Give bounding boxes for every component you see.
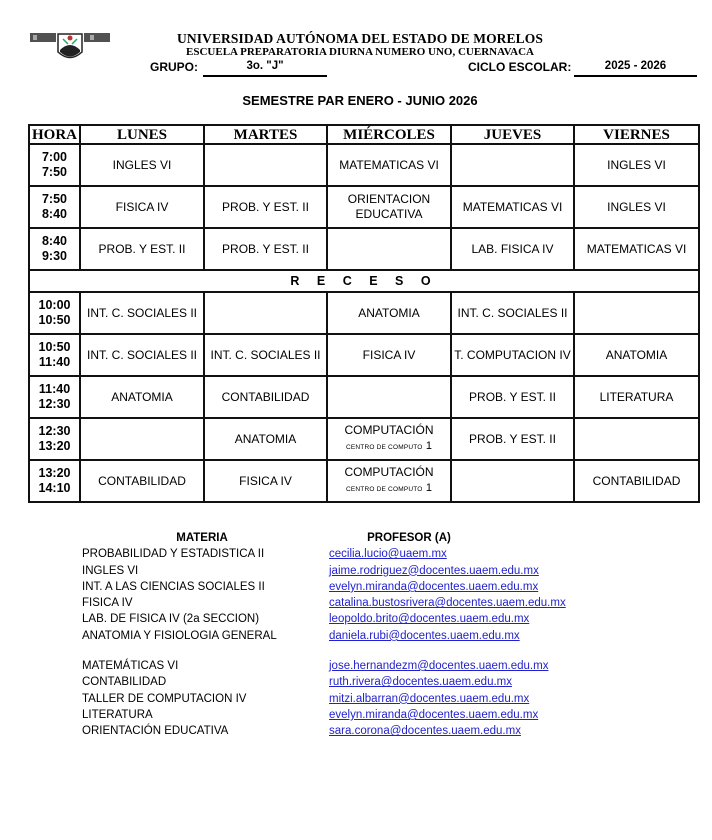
class-cell bbox=[327, 460, 451, 502]
class-cell: INGLES VI bbox=[574, 186, 699, 228]
class-cell bbox=[327, 418, 451, 460]
class-cell: ANATOMIA bbox=[574, 334, 699, 376]
class-cell: INT. C. SOCIALES II bbox=[451, 292, 574, 334]
computo-room: CENTRO DE COMPUTO bbox=[345, 486, 423, 493]
subject-item: TALLER DE COMPUTACION IV bbox=[82, 692, 247, 705]
time-cell bbox=[29, 292, 80, 334]
time-cell bbox=[29, 376, 80, 418]
time-end: 7:50 bbox=[41, 165, 68, 179]
time-cell bbox=[29, 418, 80, 460]
class-cell bbox=[204, 292, 327, 334]
class-cell: ANATOMIA bbox=[204, 418, 327, 460]
teacher-email-link[interactable]: cecilia.lucio@uaem.mx bbox=[329, 548, 447, 561]
table-row bbox=[29, 228, 699, 270]
university-name: UNIVERSIDAD AUTÓNOMA DEL ESTADO DE MORELOS bbox=[177, 31, 543, 46]
class-cell: FISICA IV bbox=[327, 334, 451, 376]
class-cell: PROB. Y EST. II bbox=[451, 376, 574, 418]
subject-item: FISICA IV bbox=[82, 597, 133, 610]
time-start: 8:40 bbox=[41, 234, 68, 248]
teacher-email-link[interactable]: leopoldo.brito@docentes.uaem.edu.mx bbox=[329, 613, 530, 626]
teacher-email-link[interactable]: catalina.bustosrivera@docentes.uaem.edu.mx bbox=[329, 597, 566, 610]
time-cell bbox=[29, 228, 80, 270]
subject-item: ANATOMIA Y FISIOLOGIA GENERAL bbox=[82, 629, 277, 642]
time-start: 7:00 bbox=[41, 150, 68, 164]
table-row bbox=[29, 186, 699, 228]
subject-item: LITERATURA bbox=[82, 708, 153, 721]
class-cell bbox=[451, 144, 574, 186]
table-row bbox=[29, 144, 699, 186]
column-header-miercoles: MIÉRCOLES bbox=[327, 125, 451, 144]
time-end: 9:30 bbox=[41, 249, 68, 263]
column-header-jueves: JUEVES bbox=[451, 125, 574, 144]
teacher-email-link[interactable]: evelyn.miranda@docentes.uaem.edu.mx bbox=[329, 708, 539, 721]
time-start: 7:50 bbox=[41, 192, 68, 206]
time-end: 11:40 bbox=[38, 355, 71, 369]
semester-title: SEMESTRE PAR ENERO - JUNIO 2026 bbox=[242, 93, 478, 108]
class-cell bbox=[80, 418, 204, 460]
time-cell bbox=[29, 144, 80, 186]
time-start: 10:00 bbox=[38, 298, 71, 312]
column-header-hora: HORA bbox=[29, 125, 80, 144]
time-end: 12:30 bbox=[38, 397, 71, 411]
subject-list bbox=[82, 530, 322, 740]
column-header-martes: MARTES bbox=[204, 125, 327, 144]
class-cell: INT. C. SOCIALES II bbox=[204, 334, 327, 376]
school-name: ESCUELA PREPARATORIA DIURNA NUMERO UNO, CUERNAVACA bbox=[186, 46, 534, 58]
class-cell: MATEMATICAS VI bbox=[451, 186, 574, 228]
subject-item: CONTABILIDAD bbox=[82, 676, 167, 689]
class-cell: PROB. Y EST. II bbox=[451, 418, 574, 460]
class-cell: LAB. FISICA IV bbox=[451, 228, 574, 270]
class-cell: FISICA IV bbox=[204, 460, 327, 502]
time-cell bbox=[29, 334, 80, 376]
table-row bbox=[29, 460, 699, 502]
table-row bbox=[29, 418, 699, 460]
class-cell bbox=[327, 186, 451, 228]
subject-item: INT. A LAS CIENCIAS SOCIALES II bbox=[82, 580, 265, 593]
column-header-lunes: LUNES bbox=[80, 125, 204, 144]
time-start: 11:40 bbox=[38, 382, 71, 396]
class-cell bbox=[327, 376, 451, 418]
class-cell bbox=[327, 228, 451, 270]
class-cell: ANATOMIA bbox=[80, 376, 204, 418]
subject-item: PROBABILIDAD Y ESTADISTICA II bbox=[82, 548, 265, 561]
class-line-2: EDUCATIVA bbox=[355, 207, 423, 221]
class-cell: LITERATURA bbox=[574, 376, 699, 418]
class-cell: INT. C. SOCIALES II bbox=[80, 292, 204, 334]
subject-item: INGLES VI bbox=[82, 564, 139, 577]
table-row bbox=[29, 292, 699, 334]
time-end: 8:40 bbox=[41, 207, 68, 221]
time-start: 10:50 bbox=[38, 340, 71, 354]
university-crest-icon bbox=[30, 30, 110, 64]
time-cell bbox=[29, 186, 80, 228]
class-cell: INT. C. SOCIALES II bbox=[80, 334, 204, 376]
time-cell bbox=[29, 460, 80, 502]
recess-row bbox=[29, 270, 699, 292]
teacher-email-link[interactable]: ruth.rivera@docentes.uaem.edu.mx bbox=[329, 676, 512, 689]
cycle-value: 2025 - 2026 bbox=[574, 60, 697, 77]
group-value: 3o. "J" bbox=[203, 60, 327, 77]
class-cell bbox=[574, 418, 699, 460]
time-start: 13:20 bbox=[38, 466, 71, 480]
cycle-label: CICLO ESCOLAR: bbox=[468, 60, 572, 74]
class-cell: MATEMATICAS VI bbox=[327, 144, 451, 186]
class-cell: CONTABILIDAD bbox=[80, 460, 204, 502]
time-end: 13:20 bbox=[38, 439, 71, 453]
class-cell: CONTABILIDAD bbox=[574, 460, 699, 502]
schedule-header-row bbox=[29, 125, 699, 144]
column-header-viernes: VIERNES bbox=[574, 125, 699, 144]
class-cell: CONTABILIDAD bbox=[204, 376, 327, 418]
teacher-list bbox=[329, 530, 629, 740]
teacher-email-link[interactable]: daniela.rubi@docentes.uaem.edu.mx bbox=[329, 629, 520, 642]
computo-room: CENTRO DE COMPUTO bbox=[345, 444, 423, 451]
schedule-table bbox=[28, 124, 700, 503]
class-line-1: ORIENTACION bbox=[347, 192, 431, 206]
class-line-1: COMPUTACIÓN bbox=[344, 423, 434, 437]
class-cell: INGLES VI bbox=[574, 144, 699, 186]
teacher-email-link[interactable]: mitzi.albarran@docentes.uaem.edu.mx bbox=[329, 692, 530, 705]
teacher-email-link[interactable]: jose.hernandezm@docentes.uaem.edu.mx bbox=[329, 660, 549, 673]
time-start: 12:30 bbox=[38, 424, 71, 438]
teacher-list-title: PROFESOR (A) bbox=[367, 532, 451, 544]
computo-room-number: 1 bbox=[425, 440, 433, 452]
computo-room-number: 1 bbox=[425, 482, 433, 494]
table-row bbox=[29, 376, 699, 418]
group-label: GRUPO: bbox=[150, 60, 198, 74]
teacher-email-link[interactable]: jaime.rodriguez@docentes.uaem.edu.mx bbox=[329, 564, 539, 577]
subject-item: MATEMÁTICAS VI bbox=[82, 660, 179, 673]
class-cell bbox=[574, 292, 699, 334]
subject-list-title: MATERIA bbox=[176, 532, 228, 544]
class-cell: FISICA IV bbox=[80, 186, 204, 228]
subject-item: LAB. DE FISICA IV (2a SECCION) bbox=[82, 613, 260, 626]
teacher-email-link[interactable]: evelyn.miranda@docentes.uaem.edu.mx bbox=[329, 580, 539, 593]
class-cell: INGLES VI bbox=[80, 144, 204, 186]
class-cell: PROB. Y EST. II bbox=[80, 228, 204, 270]
class-cell: MATEMATICAS VI bbox=[574, 228, 699, 270]
class-cell bbox=[451, 460, 574, 502]
class-cell bbox=[204, 144, 327, 186]
table-row bbox=[29, 334, 699, 376]
class-cell: PROB. Y EST. II bbox=[204, 228, 327, 270]
teacher-email-link[interactable]: sara.corona@docentes.uaem.edu.mx bbox=[329, 725, 521, 738]
subject-item: ORIENTACIÓN EDUCATIVA bbox=[82, 725, 229, 738]
class-cell: T. COMPUTACION IV bbox=[451, 334, 574, 376]
class-cell: PROB. Y EST. II bbox=[204, 186, 327, 228]
time-end: 14:10 bbox=[38, 481, 71, 495]
recess-label: R E C E S O bbox=[29, 270, 699, 292]
class-cell: ANATOMIA bbox=[327, 292, 451, 334]
time-end: 10:50 bbox=[38, 313, 71, 327]
class-line-1: COMPUTACIÓN bbox=[344, 465, 434, 479]
